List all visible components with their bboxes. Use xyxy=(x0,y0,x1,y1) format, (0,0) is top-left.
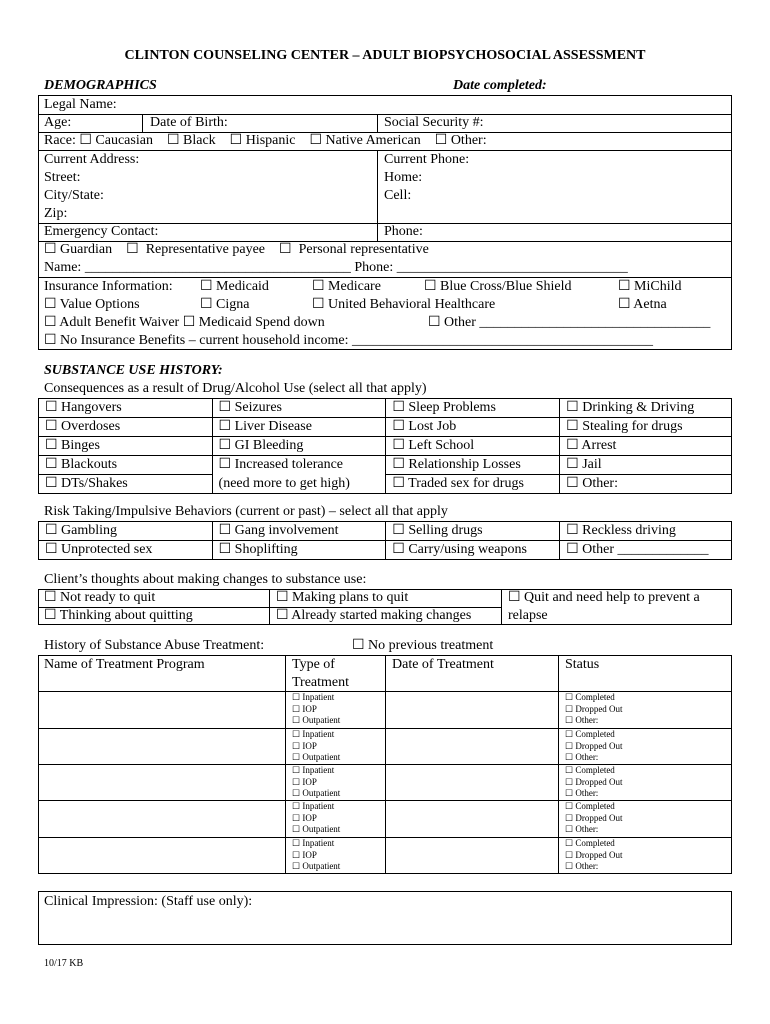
table-row xyxy=(39,418,732,437)
current-address-label: Current Address: xyxy=(44,152,140,167)
risk-table xyxy=(38,521,732,560)
cons-relationship[interactable]: ☐ Relationship Losses xyxy=(386,456,560,475)
risk-weapons[interactable]: ☐ Carry/using weapons xyxy=(386,541,560,560)
thought-making-plans[interactable]: ☐ Making plans to quit xyxy=(276,590,409,605)
ins-medicare[interactable]: ☐ Medicare xyxy=(312,279,381,294)
ins-cigna[interactable]: ☐ Cigna xyxy=(200,297,250,312)
cons-stealing[interactable]: ☐ Stealing for drugs xyxy=(560,418,732,437)
risk-gambling[interactable]: ☐ Gambling xyxy=(39,522,213,541)
table-row xyxy=(38,691,732,692)
cons-liver[interactable]: ☐ Liver Disease xyxy=(212,418,386,437)
cons-arrest[interactable]: ☐ Arrest xyxy=(560,437,732,456)
status-option[interactable]: ☐ Dropped Out xyxy=(565,740,623,751)
divider xyxy=(269,589,270,625)
ins-abw-spenddown[interactable]: ☐ Adult Benefit Waiver ☐ Medicaid Spend down xyxy=(44,315,325,330)
cell-phone-label: Cell: xyxy=(384,188,412,203)
ins-other[interactable]: ☐ Other _________________________________ xyxy=(428,315,711,330)
type-option[interactable]: ☐ Inpatient xyxy=(292,801,335,811)
header-type-2: Treatment xyxy=(292,675,350,690)
cons-tolerance[interactable]: ☐ Increased tolerance xyxy=(212,456,386,475)
divider xyxy=(377,150,378,241)
no-previous-treatment[interactable]: ☐ No previous treatment xyxy=(352,638,494,653)
status-option[interactable]: ☐ Dropped Out xyxy=(565,849,623,860)
type-option[interactable]: ☐ IOP xyxy=(292,812,317,823)
cons-tolerance-note: (need more to get high) xyxy=(212,475,386,494)
guardian-name-line: Name: ______________________________________ Phone: _________________________________ xyxy=(44,260,628,275)
consequences-label: Consequences as a result of Drug/Alcohol Use (select all that apply) xyxy=(44,381,427,396)
cons-overdoses[interactable]: ☐ Overdoses xyxy=(39,418,213,437)
type-option[interactable]: ☐ Outpatient xyxy=(292,824,341,834)
header-status: Status xyxy=(565,657,600,672)
zip-label: Zip: xyxy=(44,206,68,221)
status-option[interactable]: ☐ Other: xyxy=(565,788,599,798)
thought-quit-help[interactable]: ☐ Quit and need help to prevent a xyxy=(508,590,700,605)
ins-medicaid[interactable]: ☐ Medicaid xyxy=(200,279,269,294)
cons-other[interactable]: ☐ Other: xyxy=(560,475,732,494)
home-phone-label: Home: xyxy=(384,170,423,185)
status-option[interactable]: ☐ Other: xyxy=(565,752,599,762)
status-option[interactable]: ☐ Dropped Out xyxy=(565,703,623,714)
status-option[interactable]: ☐ Other: xyxy=(565,715,599,725)
type-option[interactable]: ☐ Outpatient xyxy=(292,861,341,871)
risk-gang[interactable]: ☐ Gang involvement xyxy=(212,522,386,541)
type-option[interactable]: ☐ Outpatient xyxy=(292,752,341,762)
divider xyxy=(501,589,502,625)
demographics-heading: DEMOGRAPHICS xyxy=(44,78,157,93)
status-option[interactable]: ☐ Completed xyxy=(565,838,615,848)
status-option[interactable]: ☐ Other: xyxy=(565,861,599,871)
type-option[interactable]: ☐ IOP xyxy=(292,776,317,787)
no-insurance[interactable]: ☐ No Insurance Benefits – current household income: ___________________________________________ xyxy=(44,333,654,348)
ins-michild[interactable]: ☐ MiChild xyxy=(618,279,682,294)
table-row xyxy=(38,800,732,801)
status-option[interactable]: ☐ Completed xyxy=(565,801,615,811)
type-option[interactable]: ☐ IOP xyxy=(292,703,317,714)
emergency-phone-label: Phone: xyxy=(384,224,423,239)
table-row xyxy=(38,837,732,838)
guardian-options[interactable]: ☐ Guardian ☐ Representative payee ☐ Personal representative xyxy=(44,242,429,257)
type-option[interactable]: ☐ Outpatient xyxy=(292,715,341,725)
thought-relapse: relapse xyxy=(508,608,548,623)
street-label: Street: xyxy=(44,170,81,185)
emergency-contact-label: Emergency Contact: xyxy=(44,224,159,239)
type-option[interactable]: ☐ IOP xyxy=(292,849,317,860)
type-option[interactable]: ☐ Inpatient xyxy=(292,692,335,702)
risk-reckless-driving[interactable]: ☐ Reckless driving xyxy=(560,522,732,541)
type-option[interactable]: ☐ Inpatient xyxy=(292,838,335,848)
type-option[interactable]: ☐ Inpatient xyxy=(292,729,335,739)
cons-drinking-driving[interactable]: ☐ Drinking & Driving xyxy=(560,399,732,418)
cons-dts[interactable]: ☐ DTs/Shakes xyxy=(39,475,213,494)
cons-jail[interactable]: ☐ Jail xyxy=(560,456,732,475)
type-option[interactable]: ☐ Outpatient xyxy=(292,788,341,798)
table-row xyxy=(38,728,732,729)
table-row xyxy=(39,522,732,541)
risk-other[interactable]: ☐ Other _____________ xyxy=(560,541,732,560)
risk-shoplifting[interactable]: ☐ Shoplifting xyxy=(212,541,386,560)
ssn-label: Social Security #: xyxy=(384,115,484,130)
cons-hangovers[interactable]: ☐ Hangovers xyxy=(39,399,213,418)
ins-aetna[interactable]: ☐ Aetna xyxy=(618,297,667,312)
insurance-label: Insurance Information: xyxy=(44,279,173,294)
status-option[interactable]: ☐ Dropped Out xyxy=(565,776,623,787)
type-option[interactable]: ☐ Inpatient xyxy=(292,765,335,775)
thought-not-ready[interactable]: ☐ Not ready to quit xyxy=(44,590,156,605)
status-option[interactable]: ☐ Completed xyxy=(565,729,615,739)
cons-seizures[interactable]: ☐ Seizures xyxy=(212,399,386,418)
cons-lost-job[interactable]: ☐ Lost Job xyxy=(386,418,560,437)
cons-blackouts[interactable]: ☐ Blackouts xyxy=(39,456,213,475)
risk-label: Risk Taking/Impulsive Behaviors (current or past) – select all that apply xyxy=(44,504,448,519)
risk-selling[interactable]: ☐ Selling drugs xyxy=(386,522,560,541)
clinical-impression-label: Clinical Impression: (Staff use only): xyxy=(44,894,253,909)
status-option[interactable]: ☐ Other: xyxy=(565,824,599,834)
footer-code: 10/17 KB xyxy=(44,958,84,969)
race-options[interactable]: Race: ☐ Caucasian ☐ Black ☐ Hispanic ☐ Native American ☐ Other: xyxy=(44,133,487,148)
form-title: CLINTON COUNSELING CENTER – ADULT BIOPSYCHOSOCIAL ASSESSMENT xyxy=(124,48,646,63)
treatment-label: History of Substance Abuse Treatment: xyxy=(44,638,265,653)
cons-traded-sex[interactable]: ☐ Traded sex for drugs xyxy=(386,475,560,494)
table-row xyxy=(39,456,732,475)
divider xyxy=(142,114,143,132)
header-date: Date of Treatment xyxy=(392,657,494,672)
header-program-name: Name of Treatment Program xyxy=(44,657,205,672)
status-option[interactable]: ☐ Dropped Out xyxy=(565,812,623,823)
cons-left-school[interactable]: ☐ Left School xyxy=(386,437,560,456)
consequences-table xyxy=(38,398,732,494)
legal-name-label: Legal Name: xyxy=(44,97,117,112)
thought-started[interactable]: ☐ Already started making changes xyxy=(276,608,472,623)
cons-binges[interactable]: ☐ Binges xyxy=(39,437,213,456)
status-option[interactable]: ☐ Completed xyxy=(565,692,615,702)
ins-bcbs[interactable]: ☐ Blue Cross/Blue Shield xyxy=(424,279,572,294)
thoughts-label: Client’s thoughts about making changes to substance use: xyxy=(44,572,367,587)
table-row xyxy=(38,764,732,765)
thought-thinking[interactable]: ☐ Thinking about quitting xyxy=(44,608,193,623)
age-label: Age: xyxy=(44,115,72,130)
current-phone-label: Current Phone: xyxy=(384,152,470,167)
table-row xyxy=(39,399,732,418)
cons-gi-bleeding[interactable]: ☐ GI Bleeding xyxy=(212,437,386,456)
type-option[interactable]: ☐ IOP xyxy=(292,740,317,751)
ins-united[interactable]: ☐ United Behavioral Healthcare xyxy=(312,297,496,312)
city-state-label: City/State: xyxy=(44,188,104,203)
dob-label: Date of Birth: xyxy=(150,115,228,130)
status-option[interactable]: ☐ Completed xyxy=(565,765,615,775)
cons-sleep[interactable]: ☐ Sleep Problems xyxy=(386,399,560,418)
table-row xyxy=(39,437,732,456)
divider xyxy=(377,114,378,132)
substance-heading: SUBSTANCE USE HISTORY: xyxy=(44,363,223,378)
table-row xyxy=(39,475,732,494)
ins-value-options[interactable]: ☐ Value Options xyxy=(44,297,140,312)
table-row xyxy=(39,541,732,560)
risk-unprotected-sex[interactable]: ☐ Unprotected sex xyxy=(39,541,213,560)
header-type-1: Type of xyxy=(292,657,335,672)
date-completed-label: Date completed: xyxy=(453,78,547,93)
